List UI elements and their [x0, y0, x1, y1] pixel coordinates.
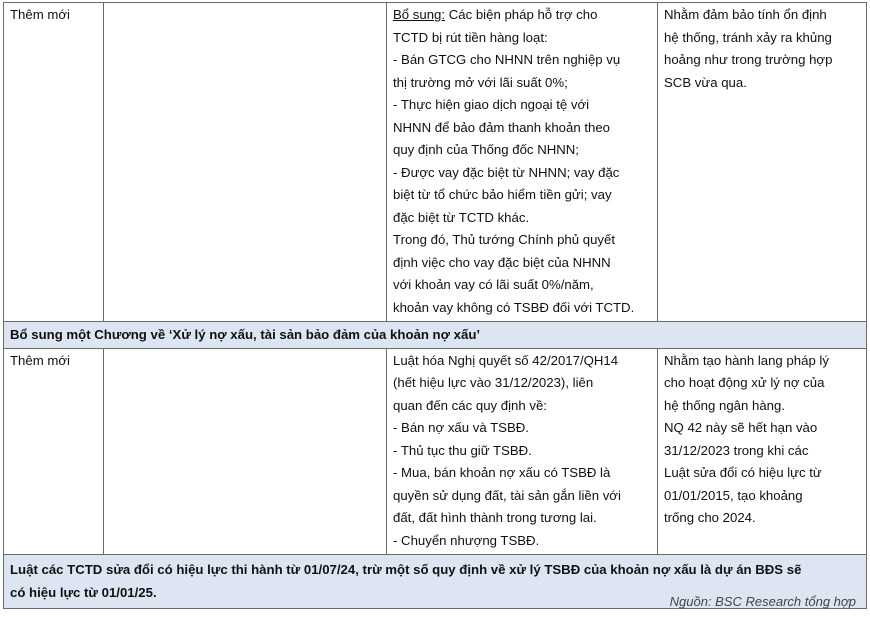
summary-line: Luật các TCTD sửa đổi có hiệu lực thi hành từ 01/07/24, trừ một số quy định về xử lý TSBĐ của khoản nợ xấu là dự án BĐS sẽ: [10, 562, 802, 577]
row2-content-line: Luật hóa Nghị quyết số 42/2017/QH14: [393, 352, 619, 368]
row1-new-content-cell: [387, 3, 658, 322]
row2-reason-line: Luật sửa đổi có hiệu lực từ: [664, 465, 822, 480]
row1-content-line: NHNN để bảo đảm thanh khoản theo: [393, 119, 611, 135]
row2-content-line: - Bán nợ xấu và TSBĐ.: [393, 420, 529, 435]
row2-old-cell: [104, 348, 387, 555]
row1-type-cell: Thêm mới: [4, 3, 104, 322]
row1-reason-line: hệ thống, tránh xảy ra khủng: [664, 29, 832, 45]
table-row: [4, 348, 867, 555]
row2-content-line: - Thủ tục thu giữ TSBĐ.: [393, 442, 532, 458]
row2-content-line: quan đến các quy định về:: [393, 397, 547, 413]
row1-content-line: - Thực hiện giao dịch ngoại tệ với: [393, 97, 590, 112]
row1-reason-cell: [658, 3, 867, 322]
row2-reason-line: Nhằm tạo hành lang pháp lý: [664, 352, 829, 368]
source-note: Nguồn: BSC Research tổng hợp: [669, 594, 856, 609]
row2-reason-cell: [658, 348, 867, 555]
row2-type-cell: Thêm mới: [4, 348, 104, 555]
row1-reason-line: hoảng như trong trường hợp: [664, 52, 833, 67]
row1-content-line: TCTD bị rút tiền hàng loạt:: [393, 29, 548, 45]
row2-reason-line: 31/12/2023 trong khi các: [664, 442, 809, 458]
row2-reason-line: hệ thống ngân hàng.: [664, 397, 785, 413]
row1-content-line: quy định của Thống đốc NHNN;: [393, 142, 579, 157]
table-row: [4, 3, 867, 322]
row1-content-line: định việc cho vay đặc biệt của NHNN: [393, 254, 611, 270]
row2-reason-line: cho hoạt động xử lý nợ của: [664, 375, 825, 390]
row1-content-line: - Được vay đặc biệt từ NHNN; vay đặc: [393, 164, 620, 180]
row2-reason-line: NQ 42 này sẽ hết hạn vào: [664, 420, 818, 435]
row1-content-line: khoản vay không có TSBĐ đối với TCTD.: [393, 299, 635, 315]
row1-content-line: đặc biệt từ TCTD khác.: [393, 209, 530, 225]
row2-content-line: quyền sử dụng đất, tài sản gắn liền với: [393, 487, 621, 503]
row2-content-line: đất, đất hình thành trong tương lai.: [393, 510, 597, 525]
row2-reason-line: 01/01/2015, tạo khoảng: [664, 487, 803, 503]
row2-new-content-cell: [387, 348, 658, 555]
supplement-label: Bổ sung:: [393, 7, 446, 22]
row1-content-line: với khoản vay có lãi suất 0%/năm,: [393, 277, 594, 292]
row1-old-cell: [104, 3, 387, 322]
row2-reason-line: trống cho 2024.: [664, 510, 756, 525]
row1-first-line: [393, 4, 651, 27]
row2-content-line: - Chuyển nhượng TSBĐ.: [393, 532, 540, 548]
row1-content-line: thị trường mở với lãi suất 0%;: [393, 74, 568, 90]
row1-content-line: Trong đó, Thủ tướng Chính phủ quyết: [393, 232, 616, 247]
row2-content-line: (hết hiệu lực vào 31/12/2023), liên: [393, 375, 594, 390]
summary-line: có hiệu lực từ 01/01/25.: [10, 585, 157, 600]
row1-reason-line: SCB vừa qua.: [664, 74, 747, 90]
row1-first-line-rest: Các biện pháp hỗ trợ cho: [445, 7, 598, 22]
row1-content-line: biệt từ tổ chức bảo hiểm tiền gửi; vay: [393, 187, 612, 202]
section-heading: Bổ sung một Chương về ‘Xử lý nợ xấu, tài sản bảo đảm của khoản nợ xấu’: [4, 322, 867, 349]
section-row: [4, 322, 867, 349]
row1-content-line: - Bán GTCG cho NHNN trên nghiệp vụ: [393, 52, 621, 67]
row1-reason-line: Nhằm đảm bảo tính ổn định: [664, 7, 827, 22]
policy-table: [3, 2, 867, 609]
row2-content-line: - Mua, bán khoản nợ xấu có TSBĐ là: [393, 465, 611, 480]
